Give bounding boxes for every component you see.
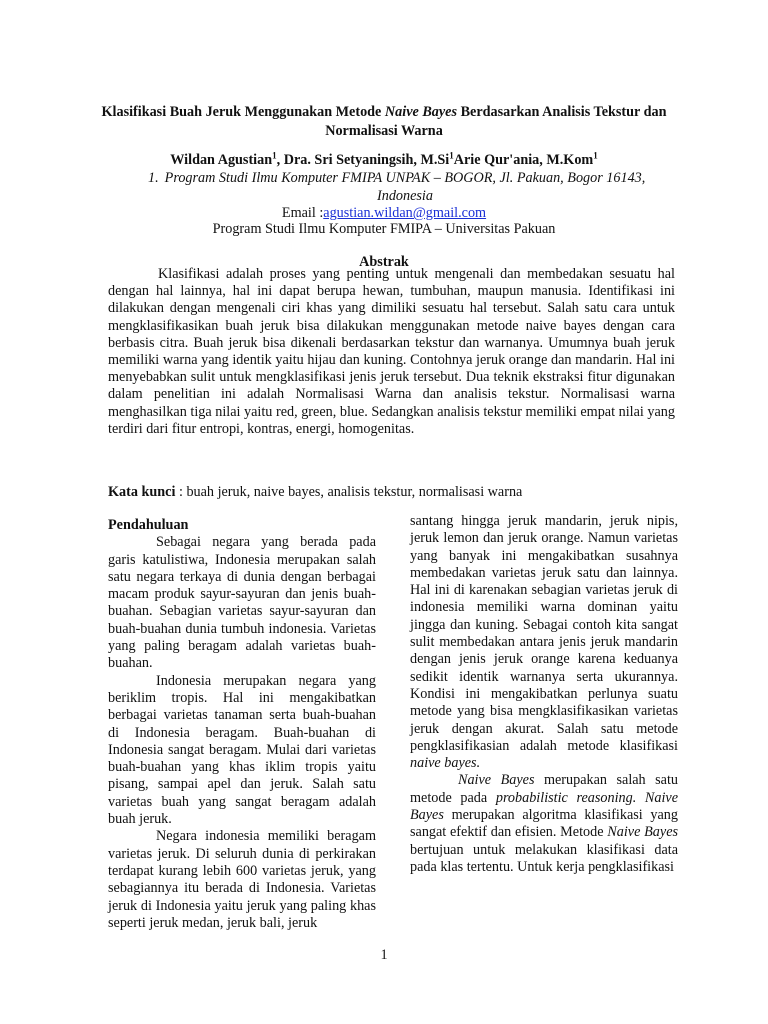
paragraph-text: merupakan algoritma klasifikasi yang sangat efektif dan efisien. Metode [410, 807, 678, 841]
paragraph: Sebagai negara yang berada pada garis katulistiwa, Indonesia merupakan salah satu negara terkaya di dunia dengan berbagai macam produk sayur-sayuran dan jenis buah-buahan. Sebagian varietas sayur-sayuran dan buah-buahan dunia tumbuh indonesia. Varietas yang paling beragam adalah varietas buah-buahan. [108, 534, 376, 672]
email-line [100, 205, 668, 223]
italic-term: Naive Bayes [458, 772, 535, 789]
abstract-heading: Abstrak [359, 254, 409, 270]
paragraph-text: bertujuan untuk melakukan klasifikasi data pada klas tertentu. Untuk kerja pengklasifikasi [410, 841, 678, 875]
title-text-continued: Berdasarkan Analisis Tekstur dan Normalisasi Warna [325, 104, 667, 139]
affiliation-marker: 1 [593, 150, 598, 161]
affiliation-marker: 1 [272, 150, 277, 161]
title-text: Klasifikasi Buah Jeruk Menggunakan Metode [101, 104, 385, 120]
author-name: Wildan Agustian [170, 152, 273, 168]
affiliation-marker: 1 [449, 150, 454, 161]
keywords-line [108, 484, 675, 502]
affiliation-text: Program Studi Ilmu Komputer FMIPA UNPAK – BOGOR, Jl. Pakuan, Bogor 16143, Indonesia [164, 170, 646, 204]
email-link[interactable]: agustian.wildan@gmail.com [323, 205, 487, 221]
left-column [108, 517, 376, 932]
affiliation-number: 1. [148, 170, 159, 186]
author-name: , Dra. Sri Setyaningsih, M.Si [276, 152, 450, 168]
section-heading: Pendahuluan [108, 517, 189, 533]
italic-term: Naive Bayes [607, 824, 679, 841]
keywords-text: : buah jeruk, naive bayes, analisis tekstur, normalisasi warna [175, 484, 523, 500]
program-line: Program Studi Ilmu Komputer FMIPA – Universitas Pakuan [212, 221, 556, 237]
italic-term: probabilistic reasoning. Naive Bayes [410, 789, 678, 824]
keywords-label: Kata kunci [108, 484, 176, 500]
right-column [410, 513, 678, 876]
page-number: 1 [380, 947, 388, 963]
paragraph: Indonesia merupakan negara yang beriklim tropis. Hal ini mengakibatkan berbagai varietas tanaman serta buah-buahan di Indonesia beragam. Buah-buahan di Indonesia sangat beragam. Mulai dari varietas buah-buahan yang khas iklim tropis yaitu pisang, sampai apel dan jeruk. Salah satu varietas buah yang sangat beragam adalah buah jeruk. [108, 672, 376, 828]
author-name: Arie Qur'ania, M.Kom [453, 152, 594, 168]
abstract-body: Klasifikasi adalah proses yang penting untuk mengenali dan membedakan sesuatu hal dengan hal lainnya, hal ini dapat berupa hewan, tumbuhan, maupun manusia. Identifikasi ini dilakukan dengan mengenali ciri khas yang dimiliki sesuatu hal tersebut. Salah satu cara untuk mengklasifikasikan buah jeruk bisa dilakukan menggunakan metode naive bayes dengan cara berbasis citra. Buah jeruk bisa dikenali berdasarkan tekstur dan warnanya. Umumnya buah jeruk memiliki warna yang identik yaitu hijau dan kuning. Contohnya jeruk orange dan mandarin. Hal ini menyebabkan sulit untuk mengklasifikasi jenis jeruk tersebut. Dua teknik ekstraksi fitur digunakan dalam penelitian ini adalah Normalisasi Warna dan analisis tekstur. Normalisasi warna menghasilkan tiga nilai yaitu red, green, blue. Sedangkan analisis tekstur memiliki empat nilai yang terdiri dari fitur entropi, kontras, energi, homogenitas. [108, 266, 675, 437]
author-list [100, 151, 668, 170]
italic-term: naive bayes. [410, 755, 481, 772]
paragraph [410, 772, 678, 876]
affiliation [150, 170, 660, 205]
paragraph: Negara indonesia memiliki beragam varietas jeruk. Di seluruh dunia di perkirakan terdapat kurang lebih 600 varietas jeruk, yang sebagiannya itu berada di Indonesia. Varietas jeruk di Indonesia yaitu jeruk yang paling khas seperti jeruk medan, jeruk bali, jeruk [108, 828, 376, 931]
paragraph [410, 513, 678, 772]
title-italic-term: Naive Bayes [384, 104, 458, 120]
paragraph-text: merupakan salah satu metode pada [410, 772, 678, 806]
paper-title [100, 103, 668, 141]
paragraph-text: santang hingga jeruk mandarin, jeruk nipis, jeruk lemon dan jeruk orange. Namun varietas yang banyak ini mengakibatkan susahnya membedakan varietas jeruk satu dan lainnya. Hal ini di karenakan sebagian varietas jeruk di indonesia memiliki warna dominan yaitu jingga dan kuning. Sebagai contoh kita sangat sulit membedakan antara jenis jeruk mandarin dengan jenis jeruk orange karena keduanya sedikit identik warnanya serta ukurannya. Kondisi ini mengakibatkan perlunya suatu metode yang bisa mengklasifikasikan varietas jeruk dengan akurat. Salah satu metode pengklasifikasian adalah metode klasifikasi [410, 513, 678, 754]
email-label: Email : [281, 205, 324, 221]
